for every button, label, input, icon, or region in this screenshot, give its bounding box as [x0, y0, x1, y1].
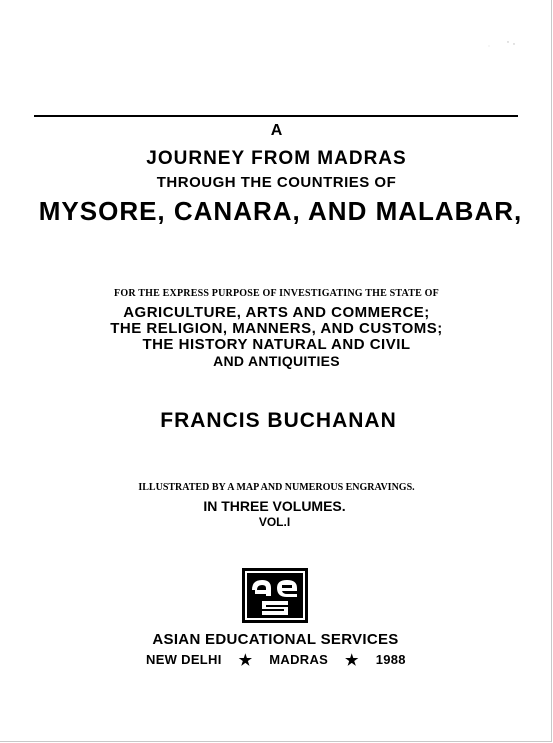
purpose-line-4: THE HISTORY NATURAL AND CIVIL [142, 336, 411, 353]
illustration-note: ILLUSTRATED BY A MAP AND NUMEROUS ENGRAVINGS. [138, 482, 415, 493]
purpose-line-5: AND ANTIQUITIES [213, 353, 340, 369]
purpose-line-3: THE RELIGION, MANNERS, AND CUSTOMS; [110, 320, 443, 337]
title-line-3: MYSORE, CANARA, AND MALABAR, [38, 196, 523, 226]
aes-publisher-logo-icon [242, 568, 308, 623]
purpose-line-1: FOR THE EXPRESS PURPOSE OF INVESTIGATING THE STATE OF [114, 288, 439, 299]
volume-number: VOL.I [258, 515, 291, 529]
imprint-city-new-delhi: NEW DELHI [146, 652, 222, 667]
imprint-year: 1988 [375, 652, 406, 667]
title-line-1: JOURNEY FROM MADRAS [146, 148, 407, 169]
title-article: A [270, 122, 283, 139]
title-line-2: THROUGH THE COUNTRIES OF [156, 174, 397, 191]
top-rule [34, 115, 518, 117]
purpose-line-2: AGRICULTURE, ARTS AND COMMERCE; [123, 304, 430, 321]
imprint-line [146, 650, 406, 668]
author-name: FRANCIS BUCHANAN [160, 409, 397, 432]
star-icon: ★ [345, 652, 359, 669]
imprint-city-madras: MADRAS [269, 652, 329, 667]
star-icon: ★ [238, 652, 253, 669]
volumes-note: IN THREE VOLUMES. [203, 498, 346, 514]
publisher-name: ASIAN EDUCATIONAL SERVICES [152, 631, 399, 648]
scan-specks [478, 38, 518, 50]
